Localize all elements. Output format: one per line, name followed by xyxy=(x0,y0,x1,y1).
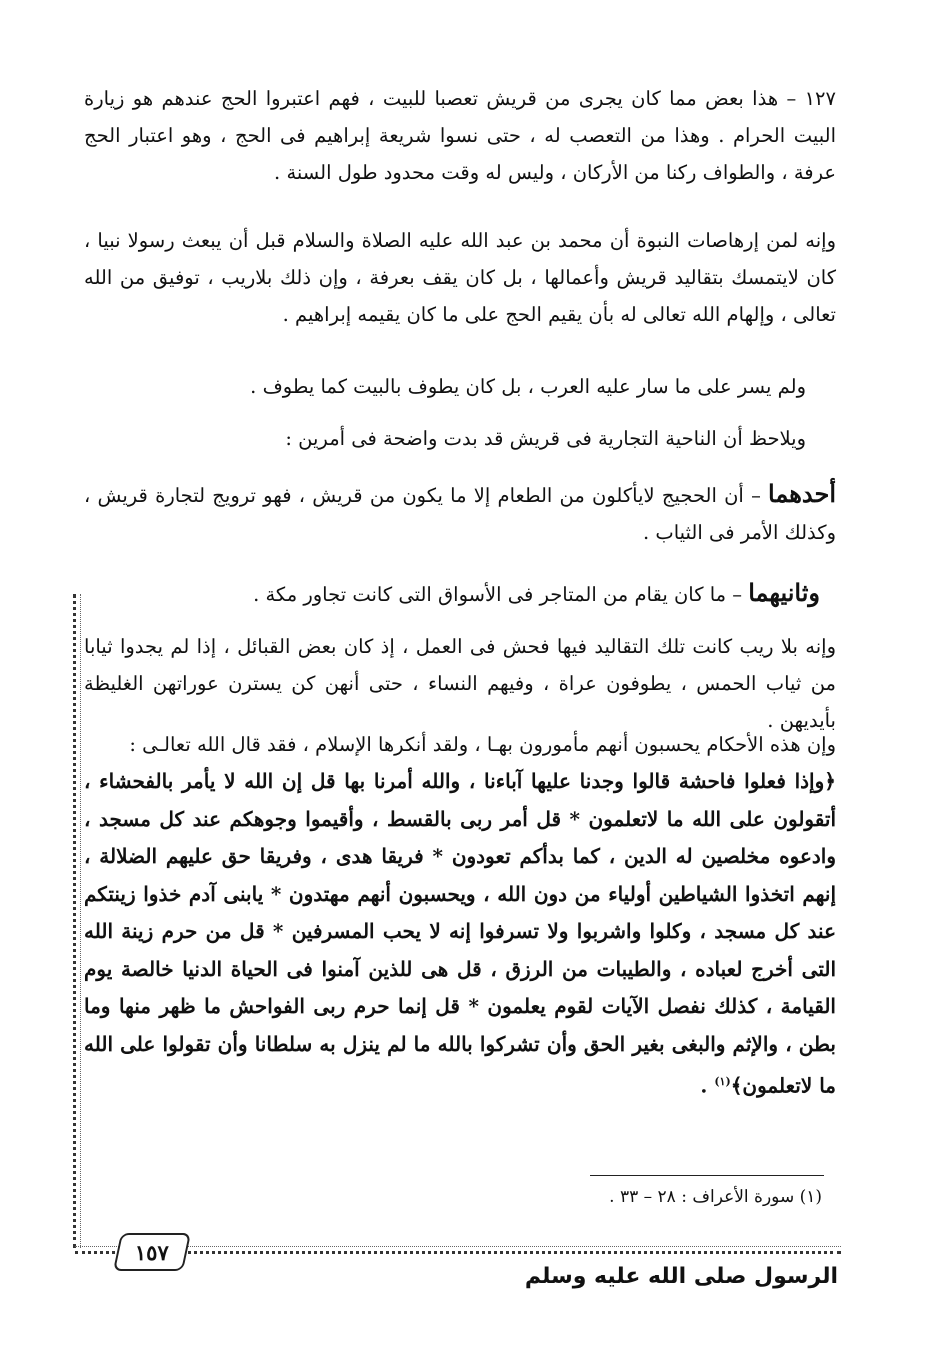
running-title: الرسول صلى الله عليه وسلم xyxy=(524,1264,838,1289)
footnote-divider xyxy=(590,1175,824,1176)
page-number: ١٥٧ xyxy=(135,1239,169,1265)
first-lead-word: أحدهما xyxy=(768,479,836,508)
paragraph-first xyxy=(84,475,836,551)
paragraph-rulings: وإن هذه الأحكام يحسبون أنهم مأمورون بهـا ، ولقد أنكرها الإسلام ، فقد قال الله تعالـى : xyxy=(129,733,836,756)
page-number-badge xyxy=(113,1233,191,1271)
footnote-marker: (١) xyxy=(714,1075,731,1088)
paragraph-prophethood: وإنه لمن إرهاصات النبوة أن محمد بن عبد الله عليه الصلاة والسلام قبل أن يبعث رسولا نبيا ، كان لايتمسك بتقاليد قريش وأعمالها ، بل كان يقف بعرفة ، وإن ذلك بلاريب ، توفيق من الله تعالى ، وإلهام الله تعالى له بأن يقيم الحج على ما كان يقيمه إبراهيم . xyxy=(84,229,836,326)
first-text: – أن الحجيج لايأكلون من الطعام إلا ما يكون من قريش ، فهو ترويج لتجارة قريش ، وكذلك الأمر فى الثياب . xyxy=(84,484,836,544)
second-text: – ما كان يقام من المتاجر فى الأسواق التى كانت تجاور مكة . xyxy=(253,583,749,606)
footnote: (١) سورة الأعراف : ٢٨ – ٣٣ . xyxy=(609,1187,822,1207)
quran-quote xyxy=(84,763,836,1105)
quran-end: . xyxy=(700,1073,715,1098)
paragraph-second xyxy=(84,574,836,613)
paragraph-nakedness: وإنه بلا ريب كانت تلك التقاليد فيها فحش فى العمل ، إذ كان بعض القبائل ، إذا لم يجدوا ثيابا من ثياب الحمس ، يطوفون عراة ، وفيهم النساء ، حتى أنهن كن يسترن عوراتهن الغليظة بأيديهن . xyxy=(84,635,836,732)
quran-text: ﴿وإذا فعلوا فاحشة قالوا وجدنا عليها آباءنا ، والله أمرنا بها قل إن الله لا يأمر بالفحشاء ، أتقولون على الله ما لاتعلمون * قل أمر ربى بالقسط ، وأقيموا وجوهكم عند كل مسجد ، وادعوه مخلصين له الدين ، كما بدأكم تعودون * فريقا هدى ، وفريقا حق عليهم الضلالة ، إنهم اتخذوا الشياطين أولياء من دون الله ، ويحسبون أنهم مهتدون * يابنى آدم خذوا زينتكم عند كل مسجد ، وكلوا واشربوا ولا تسرفوا إنه لا يحب المسرفين * قل من حرم زينة الله التى أخرج لعباده ، والطيبات من الرزق ، قل هى للذين آمنوا فى الحياة الدنيا خالصة يوم القيامة ، كذلك نفصل الآيات لقوم يعلمون * قل إنما حرم ربى الفواحش ما ظهر منها وما بطن ، والإثم والبغى بغير الحق وأن تشركوا بالله ما لم ينزل به سلطانا وأن تقولوا على الله ما لاتعلمون﴾ xyxy=(84,769,836,1098)
frame-border-bottom xyxy=(181,1246,841,1254)
paragraph-tawaf: ولم يسر على ما سار عليه العرب ، بل كان يطوف بالبيت كما يطوف . xyxy=(250,375,806,398)
paragraph-127: ١٢٧ – هذا بعض مما كان يجرى من قريش تعصبا للبيت ، فهم اعتبروا الحج عندهم هو زيارة البيت الحرام . وهذا من التعصب له ، حتى نسوا شريعة إبراهيم فى الحج ، وهو اعتبار الحج عرفة ، والطواف ركنا من الأركان ، وليس له وقت محدود طول السنة . xyxy=(84,87,836,184)
frame-border-left xyxy=(73,594,81,1248)
paragraph-trade: ويلاحظ أن الناحية التجارية فى قريش قد بدت واضحة فى أمرين : xyxy=(285,427,806,450)
frame-border-bottom-left xyxy=(75,1246,121,1254)
second-lead-word: وثانيهما xyxy=(748,578,820,607)
